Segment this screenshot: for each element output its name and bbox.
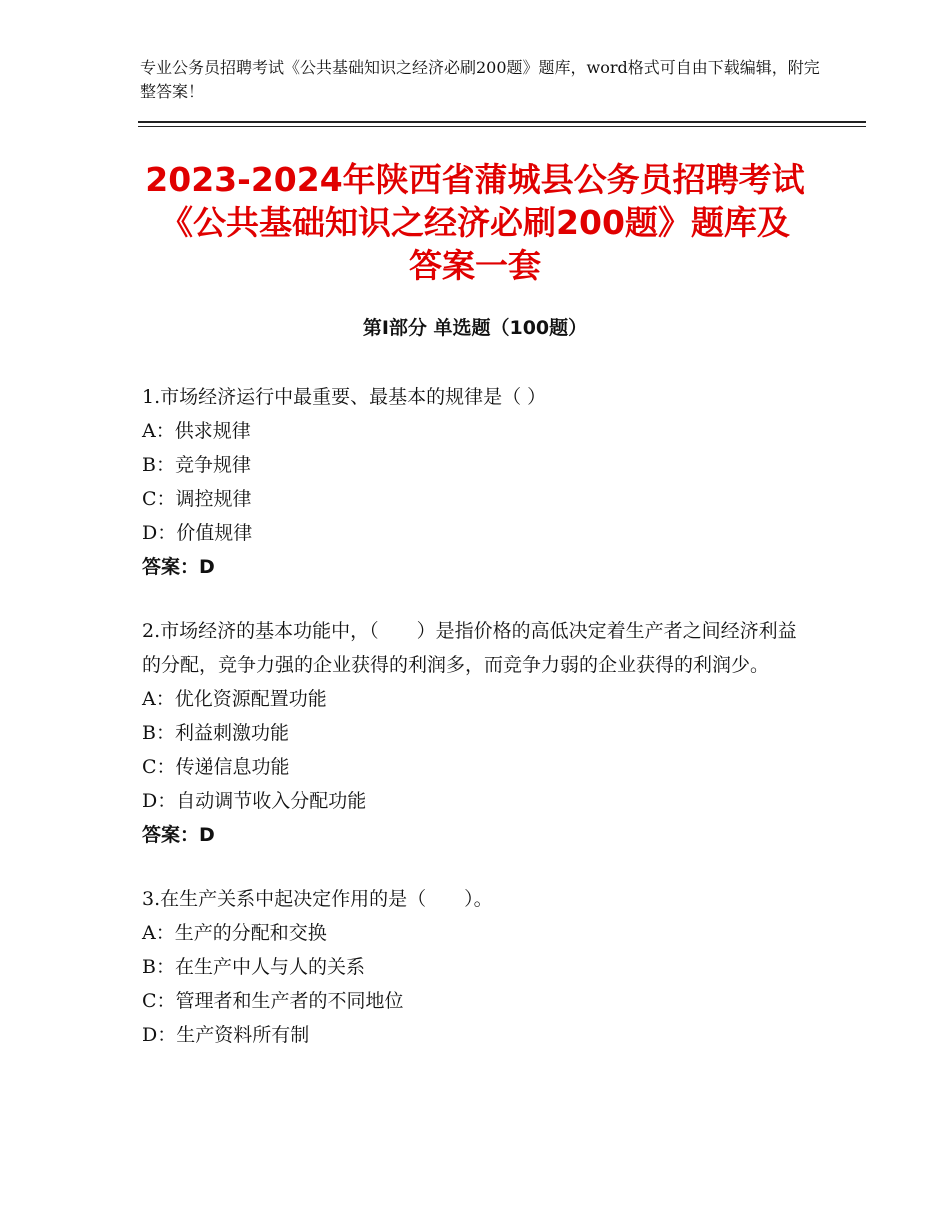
option-a: A：优化资源配置功能 — [142, 688, 327, 710]
option-c: C：调控规律 — [142, 488, 252, 510]
option-c: C：传递信息功能 — [142, 756, 290, 778]
option-d: D：生产资料所有制 — [142, 1024, 310, 1046]
header-divider-thick — [138, 121, 866, 123]
question-stem: 3.在生产关系中起决定作用的是（ ）。 — [142, 888, 493, 910]
question-2 — [142, 614, 807, 852]
option-a: A：供求规律 — [142, 420, 251, 442]
title-line-2: 《公共基础知识之经济必刷200题》题库及 — [160, 203, 790, 242]
question-1 — [142, 380, 807, 584]
option-a: A：生产的分配和交换 — [142, 922, 327, 944]
option-b: B：竞争规律 — [142, 454, 251, 476]
answer-line: 答案：D — [142, 556, 215, 578]
document-title — [120, 158, 830, 287]
option-c: C：管理者和生产者的不同地位 — [142, 990, 404, 1012]
answer-line: 答案：D — [142, 824, 215, 846]
header-divider-thin — [138, 126, 866, 127]
option-b: B：利益刺激功能 — [142, 722, 289, 744]
question-stem: 1.市场经济运行中最重要、最基本的规律是（ ） — [142, 386, 547, 408]
question-list — [142, 380, 807, 1082]
title-line-1: 2023-2024年陕西省蒲城县公务员招聘考试 — [145, 160, 805, 199]
question-3 — [142, 882, 807, 1052]
option-d: D：价值规律 — [142, 522, 253, 544]
option-b: B：在生产中人与人的关系 — [142, 956, 365, 978]
title-line-3: 答案一套 — [409, 246, 541, 285]
section-heading: 第Ⅰ部分 单选题（100题） — [362, 317, 588, 339]
header-note: 专业公务员招聘考试《公共基础知识之经济必刷200题》题库，word格式可自由下载编辑，附完整答案！ — [140, 58, 820, 101]
question-stem: 2.市场经济的基本功能中，（ ）是指价格的高低决定着生产者之间经济利益的分配，竞争力强的企业获得的利润多，而竞争力弱的企业获得的利润少。 — [142, 620, 797, 676]
option-d: D：自动调节收入分配功能 — [142, 790, 367, 812]
